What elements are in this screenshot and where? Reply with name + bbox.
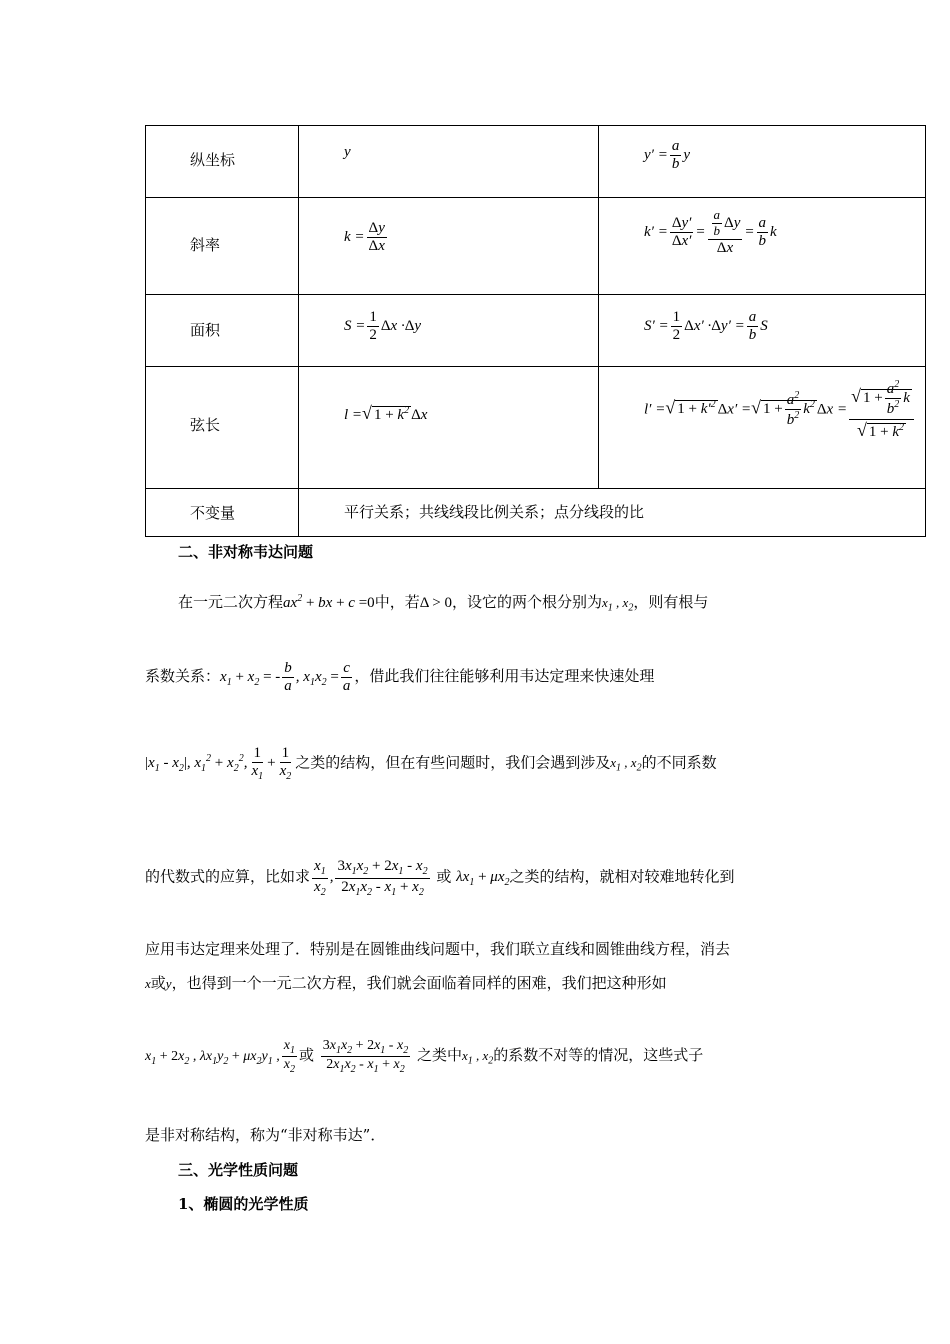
formula-area: S = $\frac{1}{2}$ Δx ·Δy — [344, 309, 422, 344]
formula-quadratic: $ax^2$ + bx + c =0 — [283, 593, 375, 611]
paragraph — [178, 588, 708, 620]
formula-asymmetric-example: $\frac{x_1}{x_2}$ , $\frac{3x_1x_2 + 2x_1 - x_2}{2x_1x_2 - x_1 + x_2}$ — [314, 858, 428, 898]
section-heading: 三、光学性质问题 — [178, 1161, 299, 1179]
formula-y: y — [344, 144, 351, 160]
row-label: 弦长 — [190, 416, 221, 434]
formula-y: y — [165, 976, 172, 991]
table-row — [146, 367, 926, 489]
paragraph — [145, 858, 735, 898]
paragraph: 应用韦达定理来处理了．特别是在圆锥曲线问题中，我们联立直线和圆锥曲线方程，消去 — [145, 940, 731, 958]
row-label-cell — [146, 198, 299, 295]
text-run: 在一元二次方程 — [178, 593, 284, 611]
invariant-text: 平行关系；共线线段比例关系；点分线段的比 — [344, 503, 645, 521]
row-label: 面积 — [190, 321, 221, 339]
formula-roots: $x_1$ , $x_2$ — [461, 1048, 494, 1067]
row-label: 纵坐标 — [190, 151, 236, 169]
formula-vieta: $x_1 + x_2$ = - $\frac{b}{a}$ , $x_1x_2$ = $\frac{c}{a}$ — [220, 660, 351, 695]
transformed-cell — [599, 367, 926, 489]
row-label-cell — [146, 126, 299, 198]
table-row — [146, 198, 926, 295]
original-cell — [299, 198, 599, 295]
transformed-cell — [599, 295, 926, 367]
text-run: 系数关系： — [145, 667, 221, 686]
text-run: 中，若 — [374, 593, 420, 611]
text-run: 或 — [436, 867, 452, 886]
formula-k-prime: k′ = $\frac{\Delta y'}{\Delta x'}$ = $\frac{a}{b}$ Δy Δx = $\frac{a}{b}$ k — [644, 207, 777, 256]
text-run: 之类中 — [416, 1046, 462, 1065]
original-cell — [299, 367, 599, 489]
table-row — [146, 126, 926, 198]
paragraph — [145, 972, 667, 995]
invariant-cell — [299, 489, 926, 537]
row-label-cell — [146, 489, 299, 537]
text-run: ，设它的两个根分别为 — [451, 593, 602, 611]
table-row — [146, 295, 926, 367]
formula-chord: l =√ $1 + k^2$ Δx — [344, 403, 428, 423]
row-label: 不变量 — [190, 504, 236, 522]
paragraph — [145, 1038, 703, 1076]
formula-symmetric-structures: $|x_1 - x_2|$, $x_1^2 + x_2^2$, $\frac{1}{x_1}$ + $\frac{1}{x_2}$ — [145, 745, 292, 783]
paragraph: 是非对称结构，称为“非对称韦达”． — [145, 1126, 386, 1144]
formula-discriminant: Δ > 0 — [419, 595, 452, 611]
text-run: ，则有根与 — [633, 593, 709, 611]
paragraph — [145, 745, 717, 783]
formula-roots: $x_1$ , $x_2$ — [610, 755, 642, 774]
text-run: 之类的结构，但在有些问题时，我们会遇到涉及 — [295, 753, 611, 772]
text-run: ，也得到一个一元二次方程，我们就会面临着同样的困难，我们把这种形如 — [171, 974, 667, 992]
text-run: 或 — [298, 1046, 314, 1065]
table-row — [146, 489, 926, 537]
transformed-cell — [599, 126, 926, 198]
text-run: 之类的结构，就相对较难地转化到 — [509, 867, 735, 886]
formula-k: k = $\frac{\Delta y}{\Delta x}$ — [344, 220, 385, 255]
formula-asymmetric-forms: $x_1 + 2x_2$ , $\lambda x_1y_2 + \mu x_2y_1$ , $\frac{x_1}{x_2}$ — [145, 1038, 295, 1076]
row-label: 斜率 — [190, 236, 221, 254]
text-run: 的系数不对等的情况，这些式子 — [493, 1046, 704, 1065]
original-cell — [299, 295, 599, 367]
formula-area-prime: S′ = $\frac{1}{2}$ Δx′ ·Δy′ = $\frac{a}{b}$ S — [644, 309, 768, 344]
row-label-cell — [146, 367, 299, 489]
original-cell — [299, 126, 599, 198]
formula-y-prime: y′ = $\frac{a}{b}$ y — [644, 138, 690, 173]
row-label-cell — [146, 295, 299, 367]
paragraph — [145, 660, 654, 696]
formula-roots: $x_1$ , $x_2$ — [602, 595, 634, 614]
text-run: ，借此我们往往能够利用韦达定理来快速处理 — [354, 667, 655, 686]
text-run: 的不同系数 — [641, 753, 717, 772]
formula-fraction-structure: $\frac{3x_1x_2 + 2x_1 - x_2}{2x_1x_2 - x_1 + x_2}$ — [322, 1038, 409, 1076]
transformation-table — [145, 125, 926, 537]
formula-lambda-mu: $\lambda x_1 + \mu x_2$ — [456, 869, 510, 889]
formula-chord-prime: l′ =√ $1 + k'^2$ Δx′ =√ 1 + $\frac{a^2}{b^2}$ $k^2$ Δx = √ 1 + $\frac{a^2}{b^2}$ k √ $1 + k^2$ — [644, 379, 925, 441]
text-run: 或 — [150, 974, 166, 992]
formula-x: x — [145, 976, 151, 991]
text-run: 的代数式的应算，比如求 — [145, 867, 311, 886]
subsection-heading: 1、椭圆的光学性质 — [178, 1195, 309, 1213]
section-heading: 二、非对称韦达问题 — [178, 543, 314, 561]
transformed-cell — [599, 198, 926, 295]
